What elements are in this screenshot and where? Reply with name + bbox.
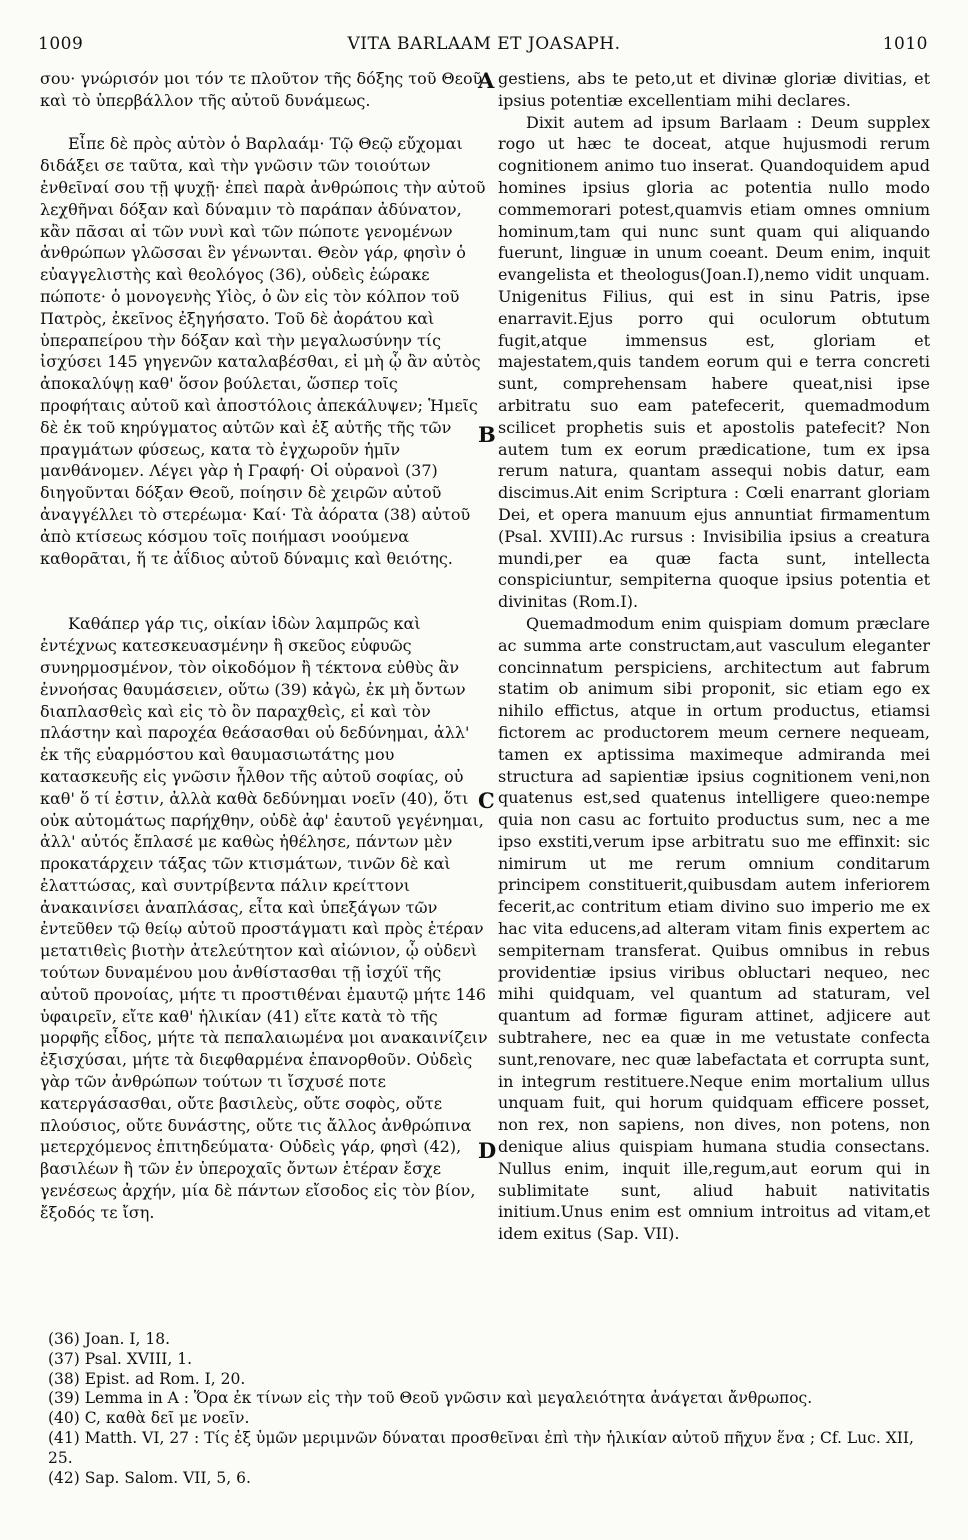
margin-mark-d: D	[478, 1138, 497, 1163]
margin-mark-c: C	[478, 788, 495, 813]
footnote-37: (37) Psal. XVIII, 1.	[48, 1349, 193, 1368]
greek-column	[40, 68, 488, 1224]
footnote-36: (36) Joan. I, 18.	[48, 1330, 170, 1348]
footnote-40: (40) C, καθὰ δεῖ με νοεῖν.	[48, 1409, 250, 1428]
latin-column	[498, 68, 930, 1245]
footnote-42: (42) Sap. Salom. VII, 5, 6.	[48, 1468, 251, 1487]
margin-mark-a: A	[478, 68, 495, 93]
latin-paragraph-2: Dixit autem ad ipsum Barlaam : Deum supplex rogo ut hæc te doceat, atque hujusmodi rerum cognitionem animo tuo inserat. Quandoquidem apud homines ipsius gloria ac potentia nullo modo commemorari potest,quamvis etiam omnes omnium hominum,tam qui nunc sunt quam qui aliquando fuerunt, linguæ in unum coeant. Deum enim, inquit evangelista et theologus(Joan.I),nemo vidit unquam. Unigenitus Filius, qui est in sinu Patris, ipse enarravit.Ejus porro qui oculorum obtutum fugit,atque immensus est, gloriam et majestatem,quis tandem eorum qui e terra concreti sunt, comprehensam habere queat,nisi ipse arbitratu suo eam patefecerit, quemadmodum scilicet prophetis suis et apostolis patefecit? Non autem tum ex eorum prædicatione, tum ex ipsa rerum natura, quantam assequi nobis datur, eam discimus.Ait enim Scriptura : Cœli enarrant gloriam Dei, et opera manuum ejus annuntiat firmamentum (Psal. XVIII).Ac rursus : Invisibilia ipsius a creatura mundi,per ea quæ facta sunt, intellecta conspiciuntur, sempiterna quoque ipsius potentia et divinitas (Rom.I).	[498, 112, 930, 612]
page-number-left: 1009	[38, 34, 84, 54]
latin-paragraph-3: Quemadmodum enim quispiam domum præclare ac summa arte constructam,aut vasculum eleganter concinnatum perspiciens, architectum aut fabrum statim ob animum sibi proponit, sic etiam ego ex nihilo effictus, atque in ortum productus, etiamsi fictorem ac productorem meum cernere nequeam, tamen ex aptissima maximeque admiranda mei structura ad sapientiæ ipsius cognitionem veni,non quatenus est,sed quatenus intelligere queo:nempe quia non casu ac fortuito productus sum, nec a me ipso exstiti,verum ipse arbitratu suo me effinxit: sic nimirum ut me rerum omnium conditarum principem constituerit,quibusdam autem inferiorem fecerit,ac contritum etiam divino suo imperio me ex hac vita educens,ad alteram vitam finis expertem ac sempiternam transferat. Quibus omnibus in rebus providentiæ ipsius viribus obluctari nequeo, nec mihi quidquam, vel quantum ad staturam, vel quantum ad formæ figuram attinet, adjicere aut subtrahere, nec ea quæ in me vetustate confecta sunt,renovare, nec quæ labefactata et corrupta sunt, in integrum restituere.Neque enim mortalium ullus unquam fuit, qui horum quidquam efficere posset, non rex, non sapiens, non dives, non potens, non denique alius quispiam humana studia consectans. Nullus enim, inquit ille,regum,aut eorum qui in sublimitate sunt, aliud habuit nativitatis initium.Unus enim est omnium introitus ad vitam,et idem exitus (Sap. VII).	[498, 613, 930, 1244]
footnote-41: (41) Matth. VI, 27 : Τίς ἐξ ὑμῶν μεριμνῶν δύναται προσθεῖναι ἐπὶ τὴν ἡλικίαν αὐτοῦ πῆχυν ἕνα ; Cf. Luc. XII, 25.	[48, 1428, 914, 1467]
greek-paragraph-1: σου· γνώρισόν μοι τόν τε πλοῦτον τῆς δόξης τοῦ Θεοῦ καὶ τὸ ὑπερβάλλον τῆς αὐτοῦ δυνάμεως.	[40, 69, 483, 110]
margin-mark-b: B	[478, 422, 496, 447]
footnote-39: (39) Lemma in A : Ὅρα ἐκ τίνων εἰς τὴν τοῦ Θεοῦ γνῶσιν καὶ μεγαλειότητα ἀνάγεται ἄνθρωπος.	[48, 1389, 813, 1408]
running-title: VITA BARLAAM ET JOASAPH.	[347, 34, 621, 54]
latin-paragraph-1: gestiens, abs te peto,ut et divinæ gloriæ divitias, et ipsius potentiæ excellentiam mihi declares.	[498, 69, 930, 110]
greek-paragraph-3: Καθάπερ γάρ τις, οἰκίαν ἰδὼν λαμπρῶς καὶ ἐντέχνως κατεσκευασμένην ἢ σκεῦος εὐφυῶς συνηρμοσμένον, τὸν οἰκοδόμον ἢ τέκτονα εὐθὺς ἂν ἐννοήσας θαυμάσειεν, οὕτω (39) κἀγὼ, ἐκ μὴ ὄντων διαπλασθεὶς καὶ εἰς τὸ ὂν παραχθεὶς, εἰ καὶ τὸν πλάστην καὶ παροχέα θεάσασθαι οὐ δεδύνημαι, ἀλλ' ἐκ τῆς εὐαρμόστου καὶ θαυμασιωτάτης μου κατασκευῆς εἰς γνῶσιν ἦλθον τῆς αὐτοῦ σοφίας, οὐ καθ' ὅ τί ἐστιν, ἀλλὰ καθὰ δεδύνημαι νοεῖν (40), ὅτι οὐκ αὐτομάτως παρήχθην, οὐδὲ ἀφ' ἑαυτοῦ γεγένημαι, ἀλλ' αὐτός ἔπλασέ με καθὼς ἠθέλησε, πάντων μὲν προκατάρχειν τάξας τῶν κτισμάτων, τινῶν δὲ καὶ ἐλαττώσας, καὶ συντρίβεντα πάλιν κρείττονι ἀνακαινίσει ἀναπλάσας, εἶτα καὶ ὑπεξάγων τῶν ἐντεῦθεν τῷ θείῳ αὐτοῦ προστάγματι καὶ πρὸς ἑτέραν μετατιθεὶς βιοτὴν ἀτελεύτητον καὶ αἰώνιον, ᾧ οὐδενὶ τούτων δυναμένου μου ἀνθίστασθαι τῇ ἰσχύϊ τῆς αὐτοῦ προνοίας, μήτε τι προστιθέναι ἐμαυτῷ μήτε 146 ὑφαιρεῖν, εἴτε καθ' ἡλικίαν (41) εἴτε κατὰ τὸ τῆς μορφῆς εἶδος, μήτε τὰ πεπαλαιωμένα μοι ανακαινίζειν ἐξισχύσαι, μήτε τὰ διεφθαρμένα ἐπανορθοῦν. Οὐδεὶς γὰρ τῶν ἀνθρώπων τούτων τι ἴσχυσέ ποτε κατεργάσασθαι, οὔτε βασιλεὺς, οὔτε σοφὸς, οὔτε πλούσιος, οὔτε δυνάστης, οὔτε τις ἄλλος ἀνθρώπινα μετερχόμενος ἐπιτηδεύματα· Οὐδεὶς γάρ, φησὶ (42), βασιλέων ἢ τῶν ἐν ὑπεροχαῖς ὄντων ἑτέραν ἔσχε γενέσεως ἀρχήν, μία δὲ πάντων εἴσοδος εἰς τὸν βίον, ἔξοδός τε ἴση.	[40, 614, 488, 1222]
footnote-38: (38) Epist. ad Rom. I, 20.	[48, 1369, 246, 1388]
page-number-right: 1010	[882, 34, 928, 54]
greek-paragraph-2: Εἶπε δὲ πρὸς αὐτὸν ὁ Βαρλαάμ· Τῷ Θεῷ εὔχομαι διδάξει σε ταῦτα, καὶ τὴν γνῶσιν τῶν τοιούτων ἐνθεῖναί σου τῇ ψυχῇ· ἐπεὶ παρὰ ἀνθρώποις τὴν αὐτοῦ λεχθῆναι δόξαν καὶ δύναμιν τὸ παράπαν ἀδύνατον, κἂν πᾶσαι αἱ τῶν νυνὶ καὶ τῶν πώποτε γενομένων ἀνθρώπων γλῶσσαι ἓν γένωνται. Θεὸν γάρ, φησὶν ὁ εὐαγγελιστὴς καὶ θεολόγος (36), οὐδεὶς ἑώρακε πώποτε· ὁ μονογενὴς Υἱὸς, ὁ ὢν εἰς τὸν κόλπον τοῦ Πατρὸς, ἐκεῖνος ἐξηγήσατο. Τοῦ δὲ ἀοράτου καὶ ὑπεραπείρου τὴν δόξαν καὶ τὴν μεγαλωσύνην τίς ἰσχύσει 145 γηγενῶν καταλαβέσθαι, εἰ μὴ ᾧ ἂν αὐτὸς ἀποκαλύψῃ καθ' ὅσον βούλεται, ὥσπερ τοῖς προφήταις αὐτοῦ καὶ ἀποστόλοις ἀπεκάλυψεν; Ἡμεῖς δὲ ἐκ τοῦ κηρύγματος αὐτῶν καὶ ἐξ αὐτῆς τῆς τῶν πραγμάτων φύσεως, κατα τὸ ἐγχωροῦν ἡμῖν μανθάνομεν. Λέγει γὰρ ἡ Γραφή· Οἱ οὐρανοὶ (37) διηγοῦνται δόξαν Θεοῦ, ποίησιν δὲ χειρῶν αὐτοῦ ἀναγγέλλει τὸ στερέωμα· Καί· Τὰ ἀόρατα (38) αὐτοῦ ἀπὸ κτίσεως κόσμου τοῖς ποιήμασι νοούμενα καθορᾶται, ἥ τε ἀΐδιος αὐτοῦ δύναμις καὶ θειότης.	[40, 134, 486, 568]
footnotes	[48, 1330, 928, 1488]
